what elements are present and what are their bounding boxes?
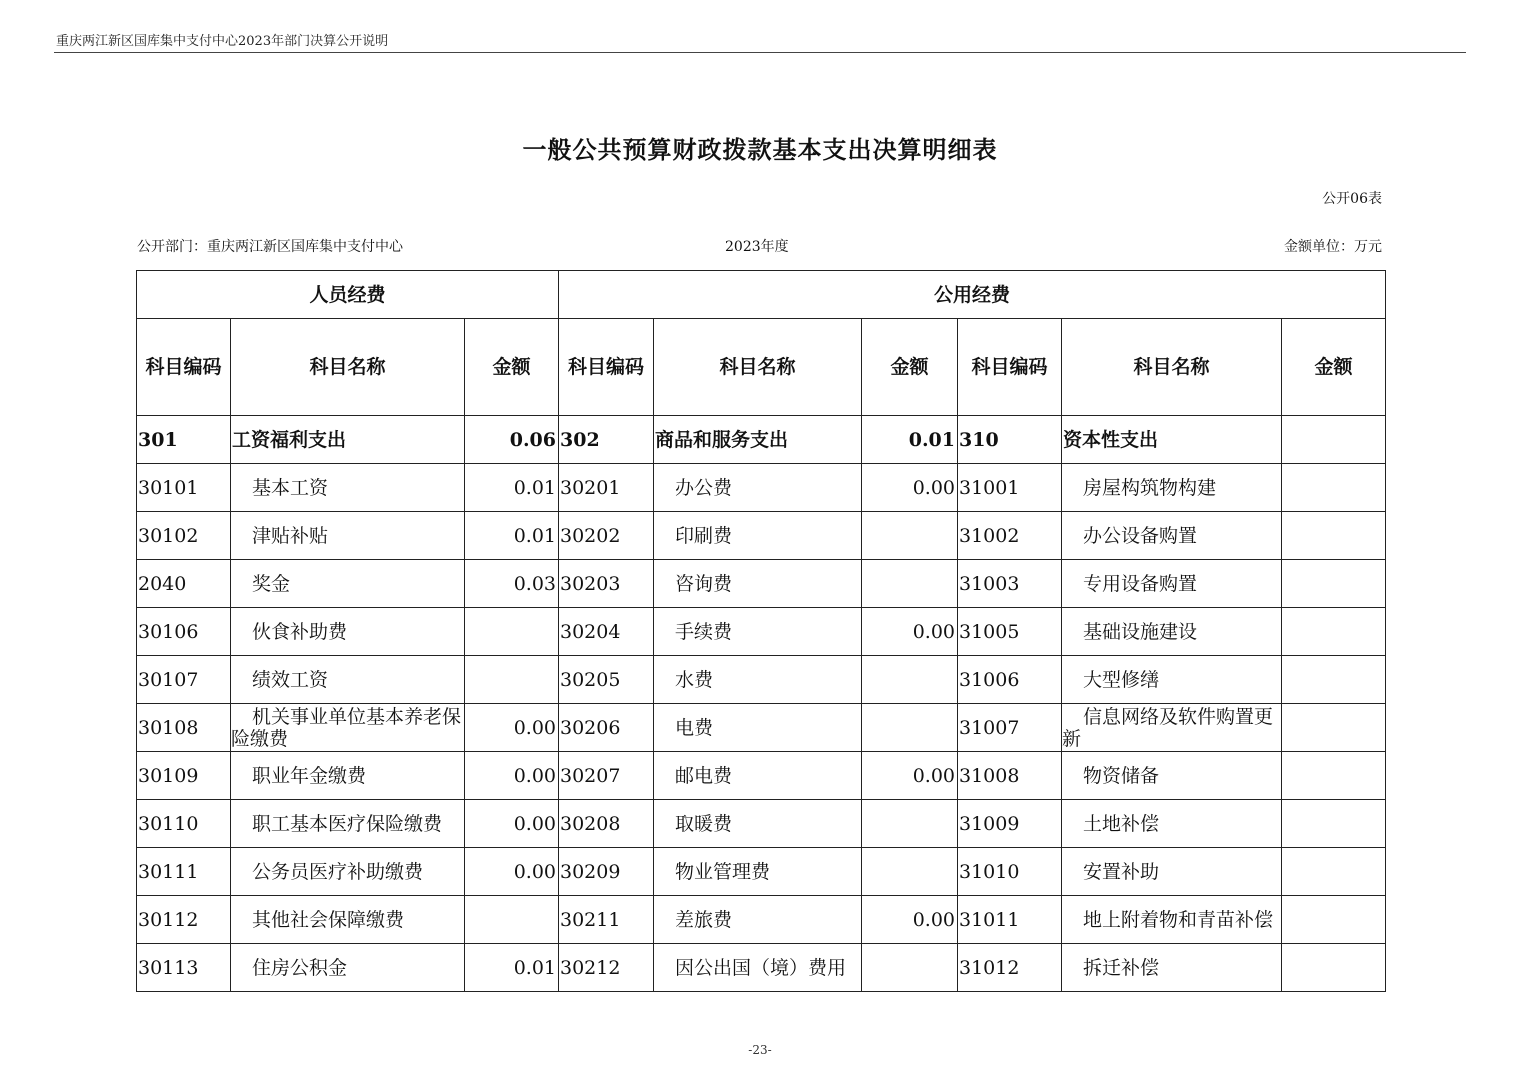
capital-amount-cell bbox=[1282, 800, 1386, 848]
goods-code-cell: 30211 bbox=[559, 896, 654, 944]
goods-name-cell: 邮电费 bbox=[654, 752, 862, 800]
table-row bbox=[137, 464, 1386, 512]
col-code-header: 科目编码 bbox=[958, 319, 1062, 416]
capital-name-cell: 安置补助 bbox=[1062, 848, 1282, 896]
capital-name-cell: 大型修缮 bbox=[1062, 656, 1282, 704]
capital-code-cell: 310 bbox=[958, 416, 1062, 464]
personnel-code-cell: 30111 bbox=[137, 848, 231, 896]
header-rule bbox=[54, 52, 1466, 53]
personnel-amount-cell: 0.06 bbox=[465, 416, 559, 464]
personnel-code-cell: 30106 bbox=[137, 608, 231, 656]
capital-code-cell: 31010 bbox=[958, 848, 1062, 896]
goods-amount-cell bbox=[862, 512, 958, 560]
goods-name-cell: 电费 bbox=[654, 704, 862, 752]
table-row bbox=[137, 752, 1386, 800]
table-row bbox=[137, 560, 1386, 608]
goods-amount-cell bbox=[862, 800, 958, 848]
personnel-name-cell: 住房公积金 bbox=[231, 944, 465, 992]
column-header-row bbox=[137, 319, 1386, 416]
goods-amount-cell bbox=[862, 560, 958, 608]
table-row bbox=[137, 896, 1386, 944]
capital-code-cell: 31005 bbox=[958, 608, 1062, 656]
capital-name-cell: 房屋构筑物构建 bbox=[1062, 464, 1282, 512]
capital-code-cell: 31002 bbox=[958, 512, 1062, 560]
personnel-code-cell: 30113 bbox=[137, 944, 231, 992]
goods-amount-cell bbox=[862, 656, 958, 704]
group-header-row bbox=[137, 271, 1386, 319]
capital-name-cell: 专用设备购置 bbox=[1062, 560, 1282, 608]
col-amount-header: 金额 bbox=[465, 319, 559, 416]
goods-name-cell: 咨询费 bbox=[654, 560, 862, 608]
goods-code-cell: 30209 bbox=[559, 848, 654, 896]
goods-name-cell: 办公费 bbox=[654, 464, 862, 512]
goods-amount-cell: 0.01 bbox=[862, 416, 958, 464]
personnel-code-cell: 301 bbox=[137, 416, 231, 464]
group-personnel-header: 人员经费 bbox=[137, 271, 559, 319]
capital-name-cell: 办公设备购置 bbox=[1062, 512, 1282, 560]
capital-amount-cell bbox=[1282, 560, 1386, 608]
goods-code-cell: 30205 bbox=[559, 656, 654, 704]
personnel-amount-cell bbox=[465, 608, 559, 656]
col-name-header: 科目名称 bbox=[1062, 319, 1282, 416]
goods-code-cell: 30208 bbox=[559, 800, 654, 848]
capital-code-cell: 31012 bbox=[958, 944, 1062, 992]
goods-code-cell: 30201 bbox=[559, 464, 654, 512]
col-name-header: 科目名称 bbox=[231, 319, 465, 416]
table-row bbox=[137, 608, 1386, 656]
personnel-code-cell: 30110 bbox=[137, 800, 231, 848]
document-title: 一般公共预算财政拨款基本支出决算明细表 bbox=[522, 135, 998, 164]
personnel-code-cell: 30108 bbox=[137, 704, 231, 752]
goods-name-cell: 取暖费 bbox=[654, 800, 862, 848]
personnel-name-cell: 奖金 bbox=[231, 560, 465, 608]
capital-amount-cell bbox=[1282, 896, 1386, 944]
capital-code-cell: 31006 bbox=[958, 656, 1062, 704]
col-code-header: 科目编码 bbox=[137, 319, 231, 416]
capital-amount-cell bbox=[1282, 608, 1386, 656]
goods-code-cell: 30206 bbox=[559, 704, 654, 752]
personnel-amount-cell: 0.03 bbox=[465, 560, 559, 608]
capital-name-cell: 土地补偿 bbox=[1062, 800, 1282, 848]
capital-amount-cell bbox=[1282, 464, 1386, 512]
capital-code-cell: 31009 bbox=[958, 800, 1062, 848]
personnel-amount-cell: 0.01 bbox=[465, 464, 559, 512]
table-row bbox=[137, 848, 1386, 896]
personnel-code-cell: 2040 bbox=[137, 560, 231, 608]
page-number: -23- bbox=[748, 1043, 772, 1057]
col-amount-header: 金额 bbox=[862, 319, 958, 416]
goods-code-cell: 30204 bbox=[559, 608, 654, 656]
goods-amount-cell: 0.00 bbox=[862, 752, 958, 800]
goods-amount-cell bbox=[862, 944, 958, 992]
amount-unit: 金额单位：万元 bbox=[1284, 239, 1382, 255]
capital-name-cell: 地上附着物和青苗补偿 bbox=[1062, 896, 1282, 944]
capital-amount-cell bbox=[1282, 512, 1386, 560]
personnel-amount-cell bbox=[465, 656, 559, 704]
goods-amount-cell: 0.00 bbox=[862, 896, 958, 944]
capital-code-cell: 31003 bbox=[958, 560, 1062, 608]
col-amount-header: 金额 bbox=[1282, 319, 1386, 416]
table-row bbox=[137, 656, 1386, 704]
personnel-code-cell: 30101 bbox=[137, 464, 231, 512]
goods-amount-cell bbox=[862, 704, 958, 752]
goods-name-cell: 差旅费 bbox=[654, 896, 862, 944]
personnel-amount-cell bbox=[465, 896, 559, 944]
department-label: 公开部门：重庆两江新区国库集中支付中心 bbox=[137, 239, 403, 255]
table-row bbox=[137, 944, 1386, 992]
capital-amount-cell bbox=[1282, 752, 1386, 800]
capital-code-cell: 31011 bbox=[958, 896, 1062, 944]
capital-amount-cell bbox=[1282, 656, 1386, 704]
goods-name-cell: 因公出国（境）费用 bbox=[654, 944, 862, 992]
capital-name-cell: 基础设施建设 bbox=[1062, 608, 1282, 656]
expenditure-table bbox=[136, 270, 1386, 992]
capital-amount-cell bbox=[1282, 704, 1386, 752]
running-title: 重庆两江新区国库集中支付中心2023年部门决算公开说明 bbox=[56, 34, 389, 49]
goods-name-cell: 手续费 bbox=[654, 608, 862, 656]
capital-amount-cell bbox=[1282, 944, 1386, 992]
capital-name-cell: 资本性支出 bbox=[1062, 416, 1282, 464]
goods-amount-cell: 0.00 bbox=[862, 464, 958, 512]
col-code-header: 科目编码 bbox=[559, 319, 654, 416]
personnel-amount-cell: 0.01 bbox=[465, 944, 559, 992]
goods-amount-cell bbox=[862, 848, 958, 896]
col-name-header: 科目名称 bbox=[654, 319, 862, 416]
personnel-name-cell: 职业年金缴费 bbox=[231, 752, 465, 800]
capital-name-cell: 物资储备 bbox=[1062, 752, 1282, 800]
personnel-code-cell: 30109 bbox=[137, 752, 231, 800]
table-row bbox=[137, 416, 1386, 464]
personnel-name-cell: 职工基本医疗保险缴费 bbox=[231, 800, 465, 848]
goods-code-cell: 30202 bbox=[559, 512, 654, 560]
form-number: 公开06表 bbox=[1322, 191, 1382, 207]
personnel-amount-cell: 0.00 bbox=[465, 704, 559, 752]
table-row bbox=[137, 800, 1386, 848]
personnel-name-cell: 津贴补贴 bbox=[231, 512, 465, 560]
personnel-name-cell: 机关事业单位基本养老保险缴费 bbox=[231, 704, 465, 752]
personnel-amount-cell: 0.00 bbox=[465, 848, 559, 896]
personnel-code-cell: 30107 bbox=[137, 656, 231, 704]
goods-code-cell: 30203 bbox=[559, 560, 654, 608]
capital-code-cell: 31008 bbox=[958, 752, 1062, 800]
capital-code-cell: 31001 bbox=[958, 464, 1062, 512]
personnel-code-cell: 30112 bbox=[137, 896, 231, 944]
personnel-name-cell: 基本工资 bbox=[231, 464, 465, 512]
table-meta bbox=[137, 236, 1382, 256]
capital-amount-cell bbox=[1282, 848, 1386, 896]
capital-name-cell: 信息网络及软件购置更新 bbox=[1062, 704, 1282, 752]
personnel-amount-cell: 0.01 bbox=[465, 512, 559, 560]
goods-code-cell: 30212 bbox=[559, 944, 654, 992]
goods-code-cell: 302 bbox=[559, 416, 654, 464]
personnel-amount-cell: 0.00 bbox=[465, 752, 559, 800]
capital-name-cell: 拆迁补偿 bbox=[1062, 944, 1282, 992]
personnel-name-cell: 公务员医疗补助缴费 bbox=[231, 848, 465, 896]
group-public-header: 公用经费 bbox=[559, 271, 1386, 319]
personnel-name-cell: 工资福利支出 bbox=[231, 416, 465, 464]
goods-name-cell: 商品和服务支出 bbox=[654, 416, 862, 464]
goods-code-cell: 30207 bbox=[559, 752, 654, 800]
personnel-amount-cell: 0.00 bbox=[465, 800, 559, 848]
table-row bbox=[137, 704, 1386, 752]
personnel-name-cell: 绩效工资 bbox=[231, 656, 465, 704]
goods-amount-cell: 0.00 bbox=[862, 608, 958, 656]
personnel-name-cell: 其他社会保障缴费 bbox=[231, 896, 465, 944]
fiscal-year: 2023年度 bbox=[725, 239, 789, 255]
capital-amount-cell bbox=[1282, 416, 1386, 464]
personnel-code-cell: 30102 bbox=[137, 512, 231, 560]
goods-name-cell: 印刷费 bbox=[654, 512, 862, 560]
table-row bbox=[137, 512, 1386, 560]
capital-code-cell: 31007 bbox=[958, 704, 1062, 752]
goods-name-cell: 物业管理费 bbox=[654, 848, 862, 896]
goods-name-cell: 水费 bbox=[654, 656, 862, 704]
personnel-name-cell: 伙食补助费 bbox=[231, 608, 465, 656]
